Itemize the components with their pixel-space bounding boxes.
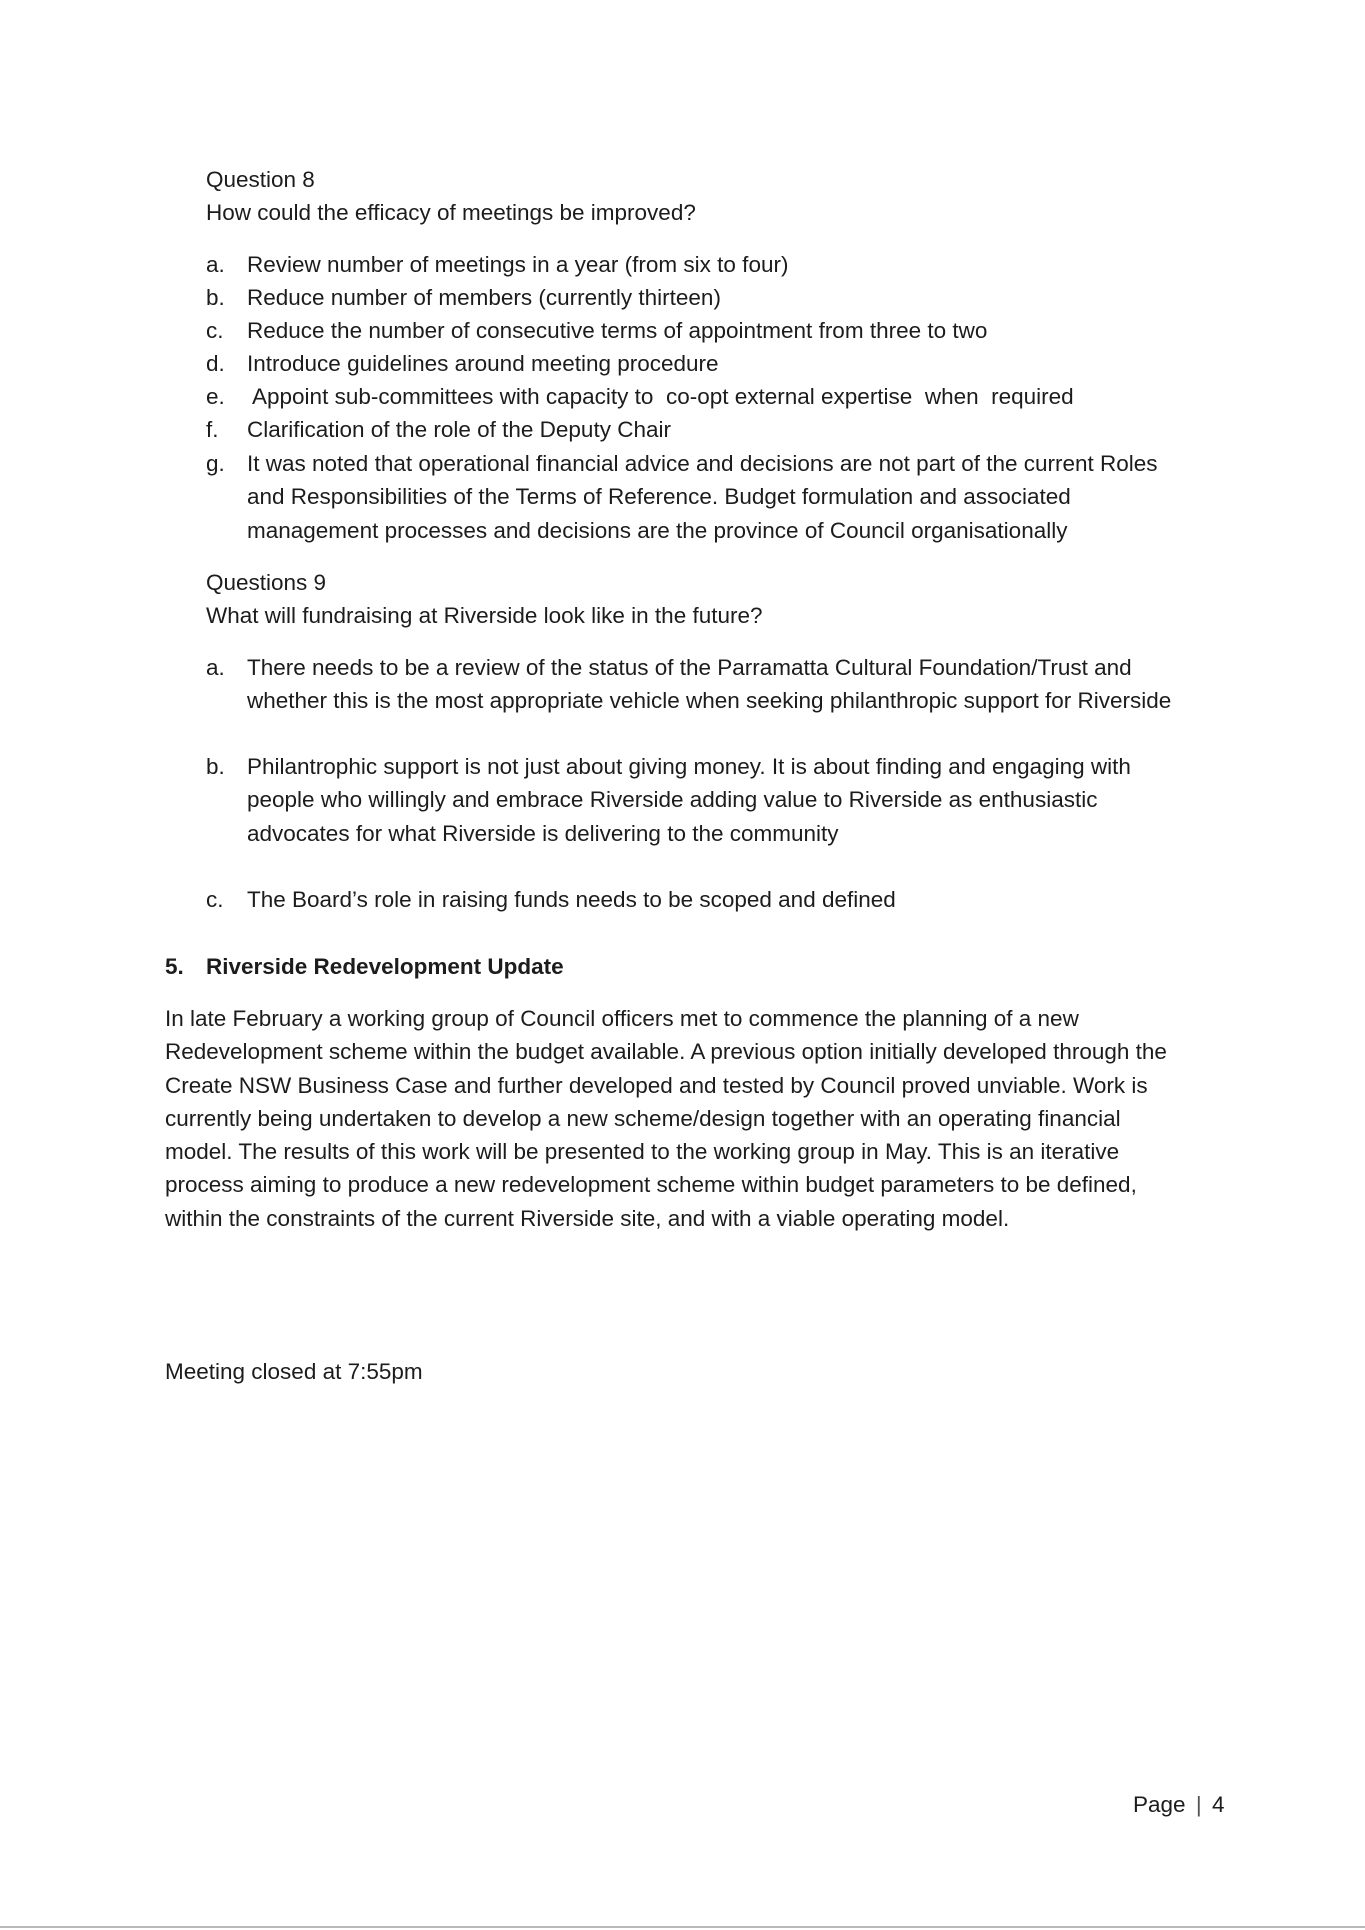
- page-separator: |: [1195, 1792, 1202, 1817]
- list-item: [247, 281, 1247, 314]
- list-item-line: Philantrophic support is not just about giving money. It is about finding and engaging with: [247, 754, 1131, 779]
- list-item-line: Clarification of the role of the Deputy Chair: [247, 417, 671, 442]
- paragraph-line: Create NSW Business Case and further developed and tested by Council proved unviable. Work is: [165, 1072, 1148, 1098]
- list-item-line: There needs to be a review of the status of the Parramatta Cultural Foundation/Trust and: [247, 655, 1132, 680]
- list-item-marker: a.: [206, 252, 225, 277]
- list-item: [247, 447, 1247, 547]
- list-item: [247, 883, 1247, 916]
- list-item-marker: c.: [206, 887, 224, 912]
- list-item-marker: b.: [206, 754, 225, 779]
- list-item-line: Review number of meetings in a year (from six to four): [247, 252, 789, 277]
- meeting-closed-text: Meeting closed at 7:55pm: [165, 1359, 423, 1384]
- paragraph-line: within the constraints of the current Riverside site, and with a viable operating model.: [165, 1205, 1010, 1231]
- question-8-heading: Question 8: [206, 167, 315, 192]
- list-item-line: management processes and decisions are the province of Council organisationally: [247, 517, 1068, 543]
- list-item: [247, 248, 1247, 281]
- list-item-line: Reduce number of members (currently thirteen): [247, 285, 721, 310]
- section-paragraph: [165, 1002, 1245, 1235]
- list-item-marker: f.: [206, 417, 219, 442]
- list-item-marker: d.: [206, 351, 225, 376]
- list-item-line: Reduce the number of consecutive terms of appointment from three to two: [247, 318, 988, 343]
- page-number: 4: [1211, 1792, 1225, 1817]
- list-item-marker: g.: [206, 451, 225, 476]
- list-item: [247, 380, 1247, 413]
- list-item-line: The Board’s role in raising funds needs to be scoped and defined: [247, 887, 896, 912]
- list-item: [247, 413, 1247, 446]
- question-8-prompt: How could the efficacy of meetings be improved?: [206, 200, 696, 225]
- question-9-heading: Questions 9: [206, 570, 327, 595]
- paragraph-line: Redevelopment scheme within the budget available. A previous option initially developed through the: [165, 1039, 1167, 1065]
- section-number: 5.: [165, 954, 184, 979]
- list-item-marker: b.: [206, 285, 225, 310]
- list-item-marker: e.: [206, 384, 225, 409]
- paragraph-line: model. The results of this work will be presented to the working group in May. This is an iterative: [165, 1139, 1120, 1165]
- list-item-line: people who willingly and embrace Riverside adding value to Riverside as enthusiastic: [247, 787, 1098, 813]
- page-footer: [1133, 1788, 1224, 1821]
- paragraph-line: process aiming to produce a new redevelopment scheme within budget parameters to be defined,: [165, 1172, 1137, 1198]
- list-item: [247, 314, 1247, 347]
- list-item-line: Introduce guidelines around meeting procedure: [247, 351, 719, 376]
- list-item: [247, 651, 1247, 718]
- list-item-line: whether this is the most appropriate vehicle when seeking philanthropic support for Riverside: [247, 688, 1172, 714]
- question-9-prompt: What will fundraising at Riverside look like in the future?: [206, 603, 763, 628]
- list-item-marker: a.: [206, 655, 225, 680]
- paragraph-line: currently being undertaken to develop a new scheme/design together with an operating financial: [165, 1105, 1121, 1131]
- list-item-line: and Responsibilities of the Terms of Reference. Budget formulation and associated: [247, 484, 1071, 510]
- list-item-line: It was noted that operational financial advice and decisions are not part of the current Roles: [247, 451, 1158, 476]
- page-label: Page: [1133, 1792, 1186, 1817]
- list-item-line: advocates for what Riverside is delivering to the community: [247, 820, 839, 846]
- list-item: [247, 347, 1247, 380]
- list-item: [247, 750, 1247, 850]
- section-title: Riverside Redevelopment Update: [206, 954, 564, 979]
- paragraph-line: In late February a working group of Council officers met to commence the planning of a new: [165, 1006, 1079, 1031]
- list-item-marker: c.: [206, 318, 224, 343]
- list-item-line: Appoint sub-committees with capacity to co-opt external expertise when required: [247, 384, 1074, 409]
